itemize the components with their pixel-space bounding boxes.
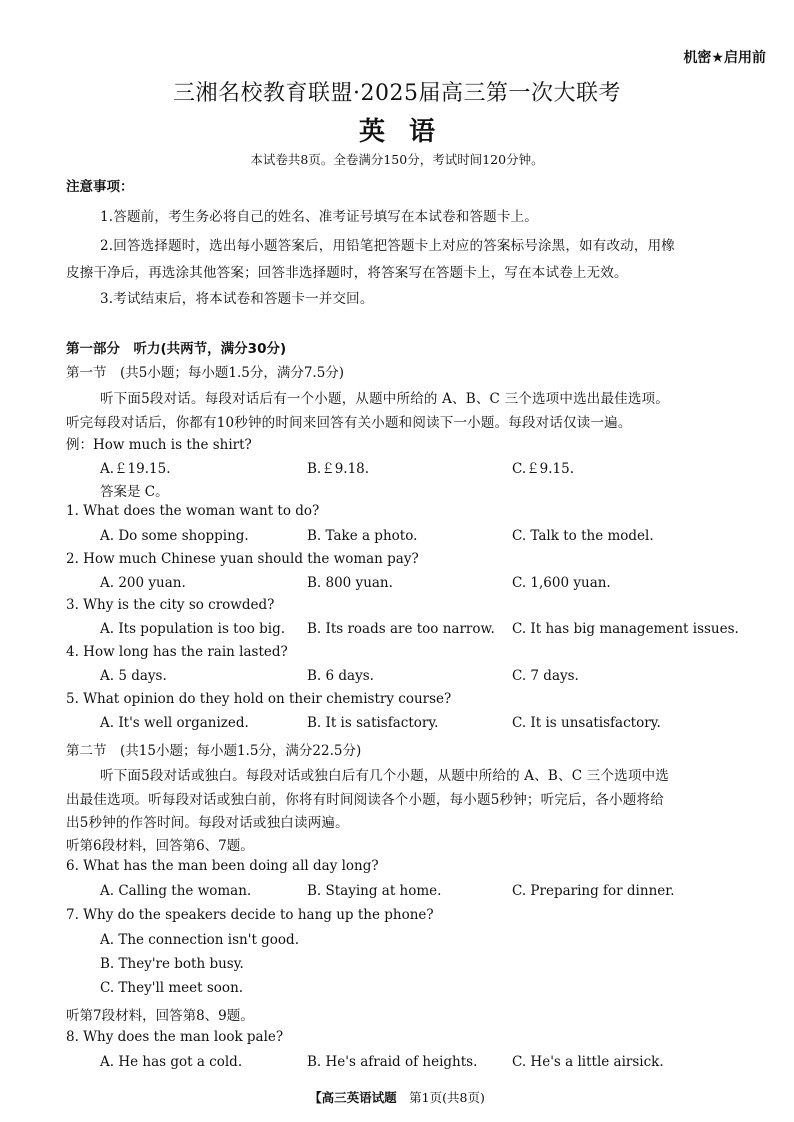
option-a: A. Calling the woman. [100,883,252,899]
option-c: C. 1,600 yuan. [512,575,611,591]
question-4: 4. How long has the rain lasted? [66,644,288,660]
option-b: B. They're both busy. [100,956,244,972]
confidential-mark: 机密★启用前 [683,50,766,66]
notes-heading: 注意事项： [66,179,134,195]
question-3: 3. Why is the city so crowded? [66,597,275,613]
option-c: C. It is unsatisfactory. [512,715,661,731]
option-b: B. It is satisfactory. [307,715,439,731]
note-item: 3.考试结束后，将本试卷和答题卡一并交回。 [100,291,374,307]
option-a: A. He has got a cold. [100,1054,243,1070]
option-c: C. He's a little airsick. [512,1054,664,1070]
section1-instructions: 听完每段对话后，你都有10秒钟的时间来回答有关小题和阅读下一小题。每段对话仅读一遍。 [66,415,632,431]
section2-instructions: 出5秒钟的作答时间。每段对话或独白读两遍。 [66,815,349,831]
part1-heading: 第一部分 听力(共两节，满分30分) [66,341,287,357]
question-6: 6. What has the man been doing all day long? [66,858,379,874]
exam-title: 三湘名校教育联盟·2025届高三第一次大联考 [173,81,621,106]
subject-title: 英语 [358,117,459,147]
section2-instructions: 出最佳选项。听每段对话或独白前，你将有时间阅读各个小题，每小题5秒钟；听完后，各小题将给 [66,792,664,808]
example-answer: 答案是 C。 [100,484,169,500]
example-question: 例：How much is the shirt? [66,437,252,453]
question-7: 7. Why do the speakers decide to hang up the phone? [66,907,434,923]
exam-meta: 本试卷共8页。全卷满分150分，考试时间120分钟。 [250,152,544,167]
option-a: A. 200 yuan. [100,575,186,591]
material-6-label: 听第6段材料，回答第6、7题。 [66,838,254,854]
example-option-b: B.￡9.18. [307,461,370,477]
section1-instructions: 听下面5段对话。每段对话后有一个小题，从题中所给的 A、B、C 三个选项中选出最佳选项。 [100,391,669,407]
note-item: 1.答题前，考生务必将自己的姓名、准考证号填写在本试卷和答题卡上。 [100,209,538,225]
option-b: B. He's afraid of heights. [307,1054,478,1070]
question-8: 8. Why does the man look pale? [66,1029,284,1045]
example-option-a: A.￡19.15. [100,461,171,477]
option-c: C. They'll meet soon. [100,980,244,996]
option-b: B. 6 days. [307,668,374,684]
section1-heading: 第一节 (共5小题；每小题1.5分，满分7.5分) [66,365,345,381]
option-c: C. Talk to the model. [512,528,654,544]
section2-instructions: 听下面5段对话或独白。每段对话或独白后有几个小题，从题中所给的 A、B、C 三个选项中选 [100,768,669,784]
option-a: A. 5 days. [100,668,167,684]
option-a: A. Do some shopping. [100,528,249,544]
option-b: B. Take a photo. [307,528,418,544]
question-1: 1. What does the woman want to do? [66,503,320,519]
example-option-c: C.￡9.15. [512,461,574,477]
option-c: C. Preparing for dinner. [512,883,675,899]
option-a: A. Its population is too big. [100,621,286,637]
page-footer [0,1088,794,1106]
material-7-label: 听第7段材料，回答第8、9题。 [66,1008,254,1024]
option-b: B. 800 yuan. [307,575,393,591]
option-c: C. 7 days. [512,668,579,684]
footer-label: 【高三英语试题 [309,1090,397,1105]
option-b: B. Its roads are too narrow. [307,621,495,637]
option-a: A. It's well organized. [100,715,249,731]
question-2: 2. How much Chinese yuan should the woman pay? [66,551,419,567]
option-b: B. Staying at home. [307,883,442,899]
option-c: C. It has big management issues. [512,621,739,637]
footer-page-number: 第1页(共8页) [409,1090,485,1105]
note-item: 2.回答选择题时，选出每小题答案后，用铅笔把答题卡上对应的答案标号涂黑，如有改动，用橡 [100,238,675,254]
section2-heading: 第二节 (共15小题；每小题1.5分，满分22.5分) [66,743,362,759]
note-item: 皮擦干净后，再选涂其他答案；回答非选择题时，将答案写在答题卡上，写在本试卷上无效。 [66,265,628,281]
option-a: A. The connection isn't good. [100,932,299,948]
question-5: 5. What opinion do they hold on their chemistry course? [66,691,452,707]
